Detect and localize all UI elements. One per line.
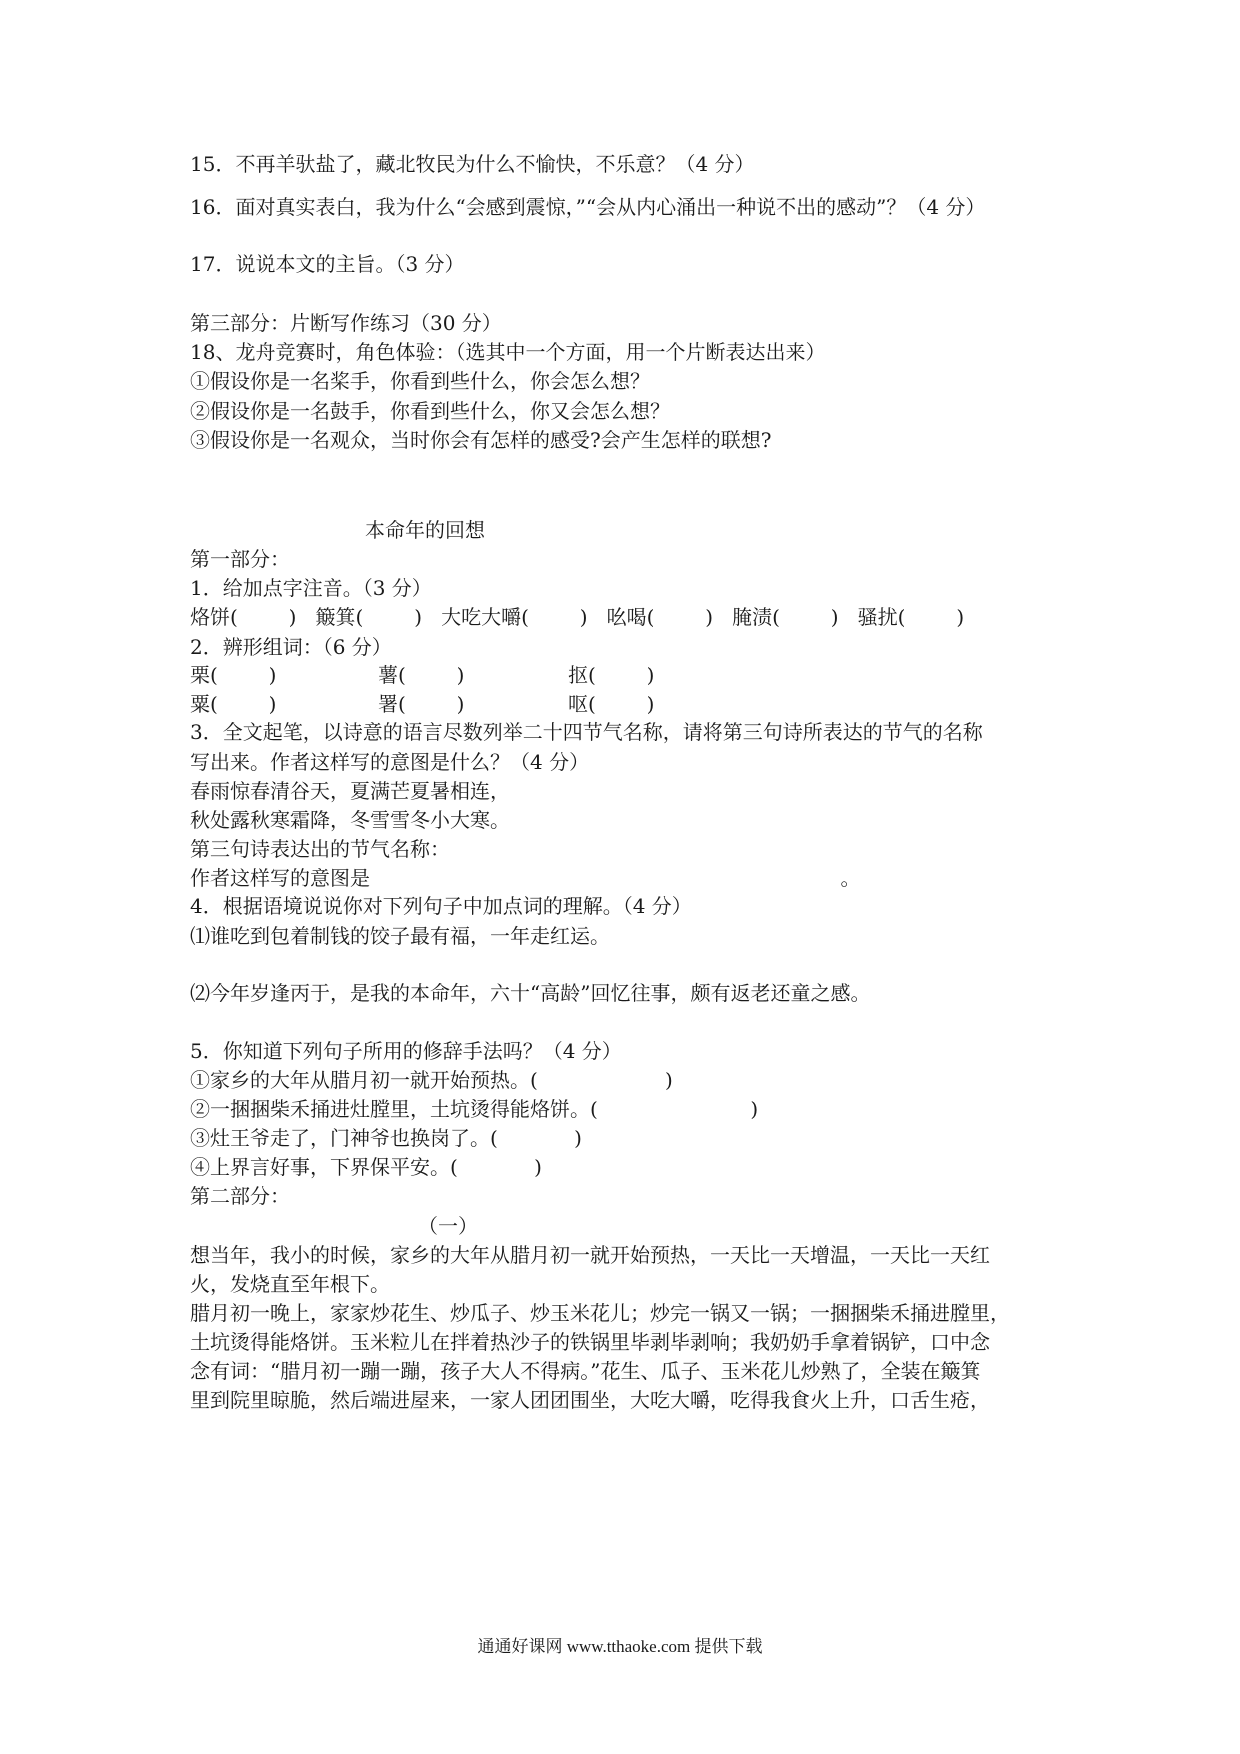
question-2-row-2: [190, 690, 654, 718]
question-5: 5．你知道下列句子所用的修辞手法吗？（4 分）: [190, 1039, 622, 1063]
paragraph-2-line-1: 腊月初一晚上，家家炒花生、炒瓜子、炒玉米花儿；炒完一锅又一锅；一捆捆柴禾捅进膛里，: [190, 1301, 1010, 1325]
paragraph-2-line-4: 里到院里晾脆，然后端进屋来，一家人团团围坐，大吃大嚼，吃得我食火上升，口舌生疮，: [190, 1388, 990, 1412]
question-3-answer-2: 作者这样写的意图是 。: [190, 866, 861, 890]
question-3-line-2: 写出来。作者这样写的意图是什么？（4 分）: [190, 750, 590, 774]
word-item: 呕( ): [568, 692, 655, 716]
question-3-answer-1: 第三句诗表达出的节气名称：: [190, 837, 450, 861]
question-16: 16．面对真实表白，我为什么“会感到震惊，”“会从内心涌出一种说不出的感动”？（4 分）: [190, 195, 986, 219]
question-2-row-1: [190, 661, 654, 689]
paragraph-1-line-2: 火，发烧直至年根下。: [190, 1272, 390, 1296]
article-title: 本命年的回想: [365, 518, 485, 542]
question-4: 4．根据语境说说你对下列句子中加点词的理解。（4 分）: [190, 894, 692, 918]
paragraph-2-line-2: 土坑烫得能烙饼。玉米粒儿在拌着热沙子的铁锅里毕剥毕剥响；我奶奶手拿着锅铲，口中念: [190, 1330, 990, 1354]
part-two-heading: 第二部分：: [190, 1184, 290, 1208]
page-footer: 通通好课网 www.tthaoke.com 提供下载: [477, 1637, 763, 1656]
question-18-option-2: ②假设你是一名鼓手，你看到些什么，你又会怎么想？: [190, 399, 670, 423]
word-item: 粟( ): [190, 692, 277, 716]
question-1: 1．给加点字注音。（3 分）: [190, 576, 432, 600]
word-item: 栗( ): [190, 663, 277, 687]
poem-line-2: 秋处露秋寒霜降，冬雪雪冬小大寒。: [190, 808, 510, 832]
question-4-item-2: ⑵今年岁逢丙于，是我的本命年，六十“高龄”回忆往事，颇有返老还童之感。: [190, 981, 871, 1005]
poem-line-1: 春雨惊春清谷天，夏满芒夏暑相连，: [190, 779, 510, 803]
question-18: 18、龙舟竞赛时，角色体验：（选其中一个方面，用一个片断表达出来）: [190, 340, 826, 364]
paragraph-1-line-1: 想当年，我小的时候，家乡的大年从腊月初一就开始预热，一天比一天增温，一天比一天红: [190, 1243, 990, 1267]
question-1-items: 烙饼( ) 簸箕( ) 大吃大嚼( ) 吆喝( ) 腌渍( ) 骚扰( ): [190, 605, 965, 629]
section-one-heading: （一）: [418, 1214, 478, 1238]
word-item: 薯( ): [378, 663, 465, 687]
question-3-line-1: 3．全文起笔，以诗意的语言尽数列举二十四节气名称，请将第三句诗所表达的节气的名称: [190, 720, 983, 744]
question-17: 17．说说本文的主旨。（3 分）: [190, 252, 465, 276]
question-15: 15．不再羊驮盐了，藏北牧民为什么不愉快，不乐意？（4 分）: [190, 152, 755, 176]
word-item: 抠( ): [568, 663, 655, 687]
question-5-item-1: ①家乡的大年从腊月初一就开始预热。( ): [190, 1068, 673, 1092]
word-item: 署( ): [378, 692, 465, 716]
question-18-option-3: ③假设你是一名观众，当时你会有怎样的感受?会产生怎样的联想?: [190, 428, 772, 452]
paragraph-2-line-3: 念有词：“腊月初一蹦一蹦，孩子大人不得病。”花生、瓜子、玉米花儿炒熟了，全装在簸箕: [190, 1359, 981, 1383]
question-18-option-1: ①假设你是一名桨手，你看到些什么，你会怎么想？: [190, 369, 650, 393]
part-one-heading: 第一部分：: [190, 547, 290, 571]
question-5-item-4: ④上界言好事，下界保平安。( ): [190, 1155, 542, 1179]
question-5-item-2: ②一捆捆柴禾捅进灶膛里，土坑烫得能烙饼。( ): [190, 1097, 759, 1121]
question-2: 2．辨形组词：（6 分）: [190, 635, 392, 659]
part-three-heading: 第三部分：片断写作练习（30 分）: [190, 311, 502, 335]
question-4-item-1: ⑴谁吃到包着制钱的饺子最有福，一年走红运。: [190, 924, 610, 948]
question-5-item-3: ③灶王爷走了，门神爷也换岗了。( ): [190, 1126, 582, 1150]
